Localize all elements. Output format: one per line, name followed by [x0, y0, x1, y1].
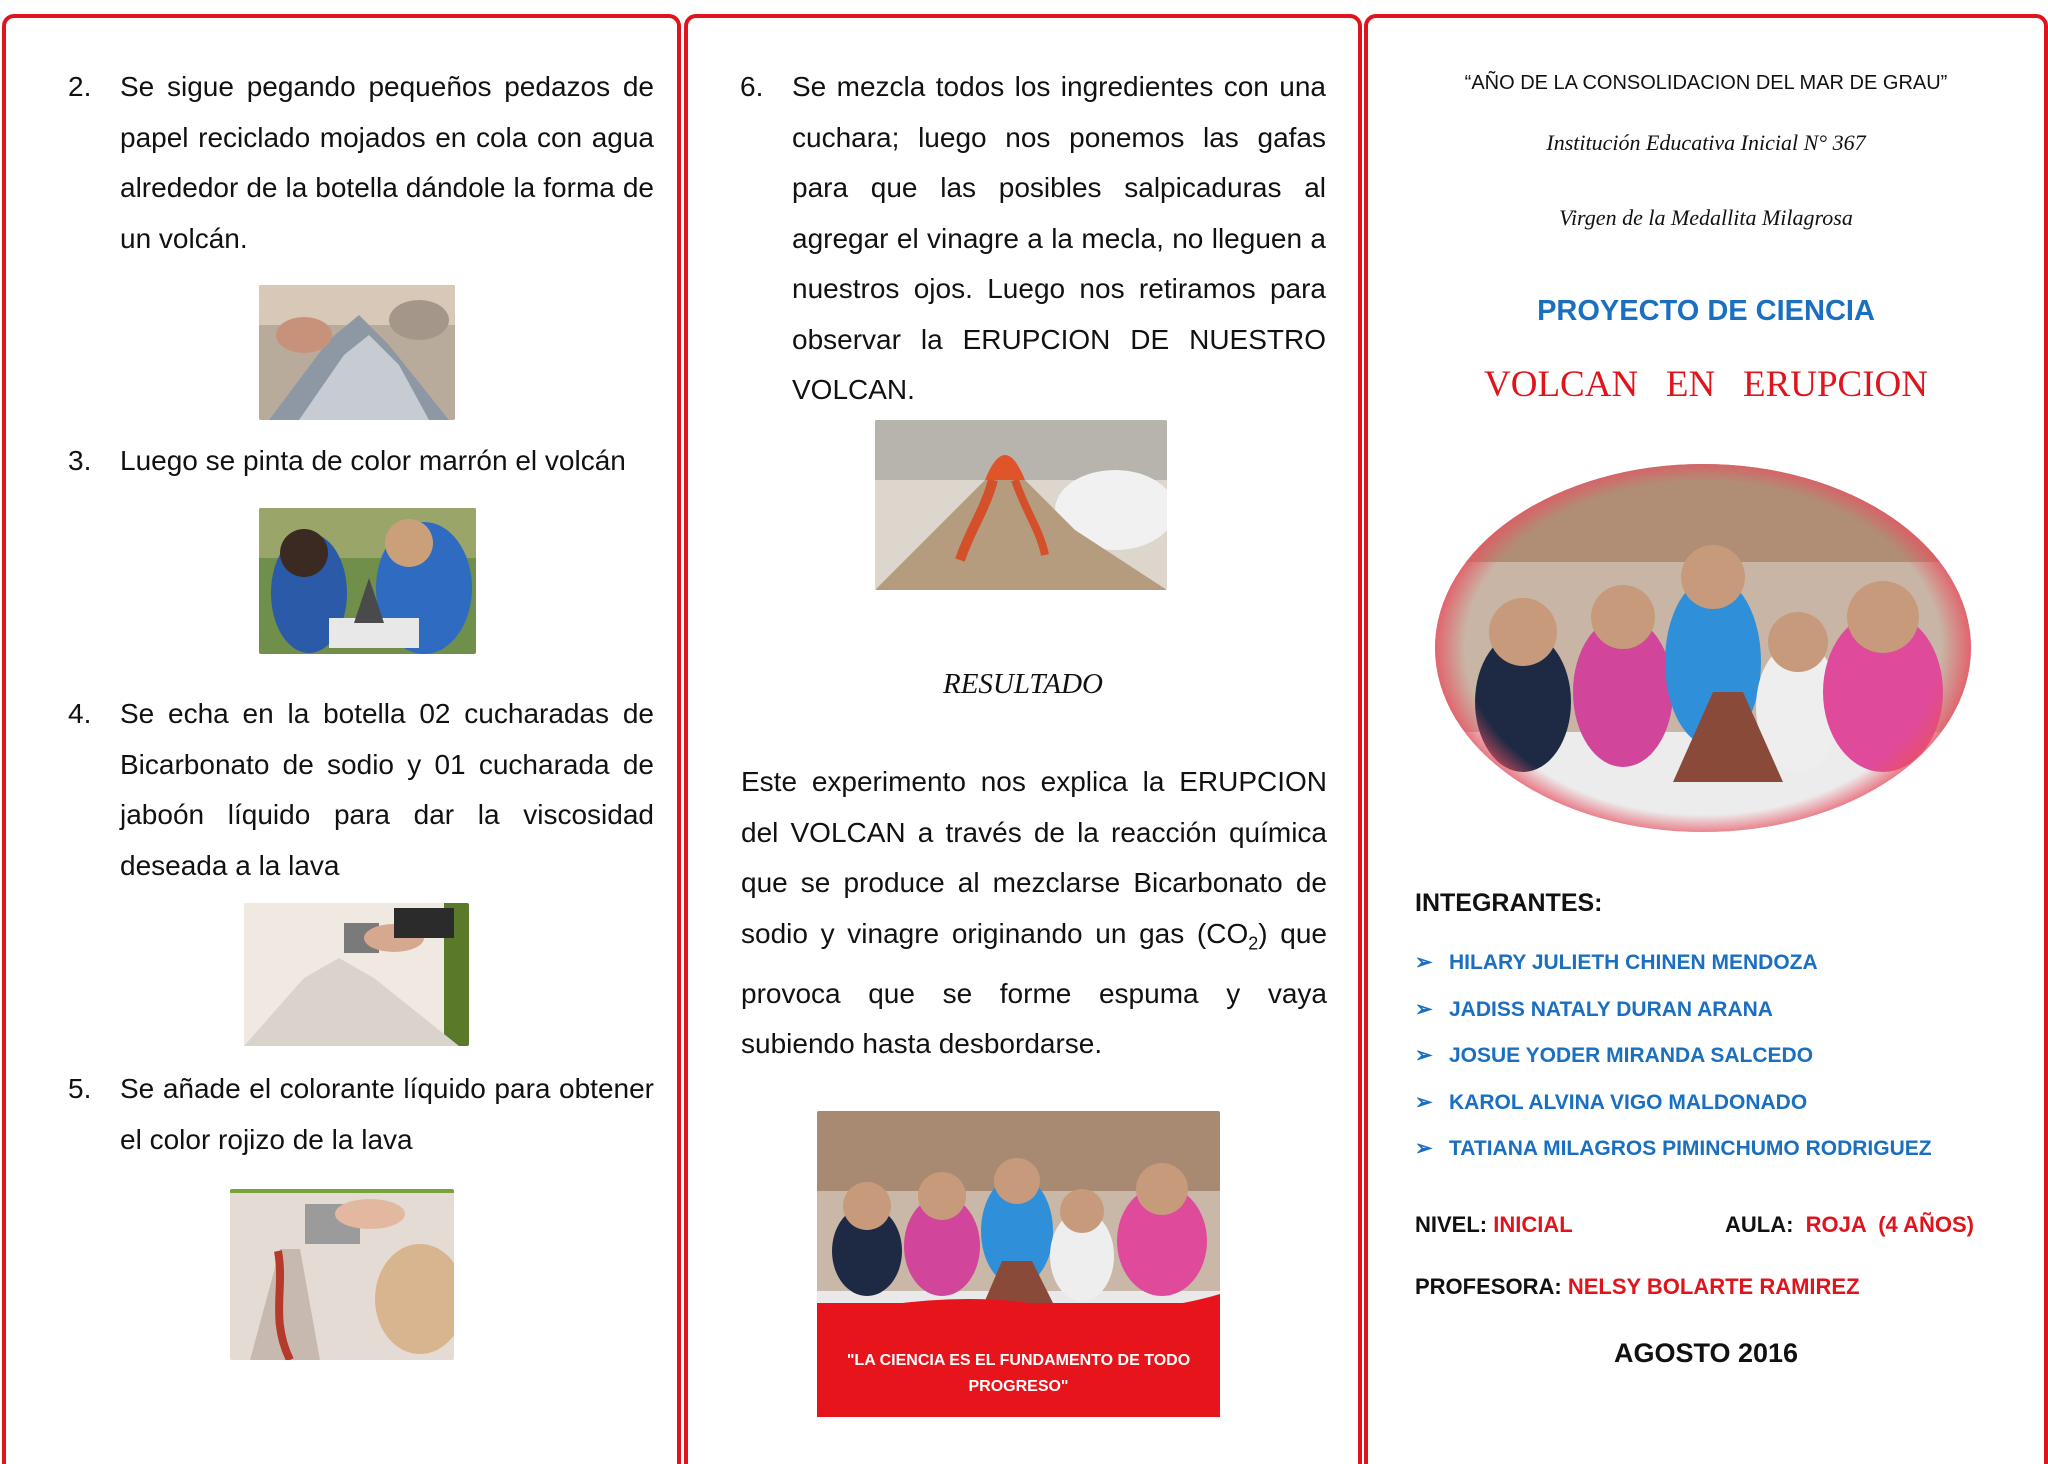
result-heading: RESULTADO — [943, 668, 1103, 700]
photo-volcano-paper-mache — [259, 285, 455, 420]
step-3 — [68, 436, 680, 487]
room-info — [1725, 1212, 1974, 1238]
teacher-info — [1415, 1274, 1860, 1300]
cover-photo-oval — [1423, 452, 1983, 844]
member-item — [1415, 950, 2035, 997]
step-text: Luego se pinta de color marrón el volcán — [120, 445, 626, 476]
quote-banner — [817, 1303, 1220, 1417]
photo-adding-bicarbonate — [244, 903, 469, 1046]
member-name: JOSUE YODER MIRANDA SALCEDO — [1449, 1044, 1814, 1067]
arrow-bullet-icon: ➢ — [1415, 951, 1433, 974]
result-text: Este experimento nos explica la ERUPCION del VOLCAN a través de la reacción química que se produce al mezclarse Bicarbonato de sodio y vinagre originando un gas (CO — [741, 766, 1327, 949]
member-name: TATIANA MILAGROS PIMINCHUMO RODRIGUEZ — [1449, 1137, 1932, 1160]
member-item — [1415, 1136, 2035, 1183]
result-text-end: ) que provoca que se forme espuma y vaya subiendo hasta desbordarse. — [741, 917, 1327, 1060]
member-item — [1415, 997, 2035, 1044]
members-heading: INTEGRANTES: — [1415, 889, 1603, 917]
teacher-label: PROFESORA: — [1415, 1274, 1562, 1299]
step-2 — [68, 62, 654, 264]
step-4 — [68, 689, 654, 891]
photo-adding-colorant — [230, 1189, 454, 1360]
member-name: JADISS NATALY DURAN ARANA — [1449, 997, 1773, 1021]
project-label: PROYECTO DE CIENCIA — [1537, 295, 1875, 327]
member-name: HILARY JULIETH CHINEN MENDOZA — [1449, 951, 1818, 974]
members-list — [1415, 950, 2035, 1183]
result-paragraph — [741, 757, 1327, 1070]
level-info — [1415, 1212, 1573, 1238]
room-label: AULA: — [1725, 1212, 1794, 1237]
date-label: AGOSTO 2016 — [1613, 1338, 1799, 1368]
member-item — [1415, 1090, 2035, 1137]
result-subscript: 2 — [1248, 933, 1259, 954]
step-text: Se añade el colorante líquido para obtener el color rojizo de la lava — [120, 1073, 654, 1155]
arrow-bullet-icon: ➢ — [1415, 1044, 1433, 1067]
level-value: INICIAL — [1493, 1212, 1573, 1237]
project-title: VOLCAN EN ERUPCION — [1484, 364, 1928, 405]
school-name: Virgen de la Medallita Milagrosa — [1559, 205, 1853, 230]
arrow-bullet-icon: ➢ — [1415, 997, 1433, 1021]
step-number: 3. — [68, 445, 92, 476]
level-label: NIVEL: — [1415, 1212, 1488, 1237]
member-name: KAROL ALVINA VIGO MALDONADO — [1449, 1090, 1808, 1114]
step-number: 5. — [68, 1073, 92, 1104]
step-text: Se echa en la botella 02 cucharadas de Bicarbonato de sodio y 01 cucharada de jaboón líquido para dar la viscosidad deseada a la lava — [120, 698, 654, 881]
room-value: ROJA (4 AÑOS) — [1805, 1212, 1974, 1237]
step-number: 4. — [68, 698, 92, 729]
institution-name: Institución Educativa Inicial N° 367 — [1546, 130, 1866, 155]
year-motto: “AÑO DE LA CONSOLIDACION DEL MAR DE GRAU” — [1464, 72, 1948, 94]
step-number: 6. — [740, 71, 764, 102]
step-6 — [740, 62, 1326, 416]
step-text: Se mezcla todos los ingredientes con una cuchara; luego nos ponemos las gafas para que las posibles salpicaduras al agregar el vinagre a la mecla, no lleguen a nuestros ojos. Luego nos retiramos para observar la ERUPCION DE NUESTRO VOLCAN. — [792, 71, 1326, 405]
step-text: Se sigue pegando pequeños pedazos de papel reciclado mojados en cola con agua alrededor de la botella dándole la forma de un volcán. — [120, 71, 654, 254]
arrow-bullet-icon: ➢ — [1415, 1090, 1433, 1114]
quote-text: "LA CIENCIA ES EL FUNDAMENTO DE TODO PROGRESO" — [846, 1352, 1191, 1395]
arrow-bullet-icon: ➢ — [1415, 1137, 1433, 1160]
photo-volcano-eruption — [875, 420, 1167, 590]
step-5 — [68, 1064, 654, 1165]
teacher-name: NELSY BOLARTE RAMIREZ — [1567, 1274, 1860, 1299]
member-item — [1415, 1043, 2035, 1090]
photo-painting-volcano — [259, 508, 476, 654]
step-number: 2. — [68, 71, 92, 102]
